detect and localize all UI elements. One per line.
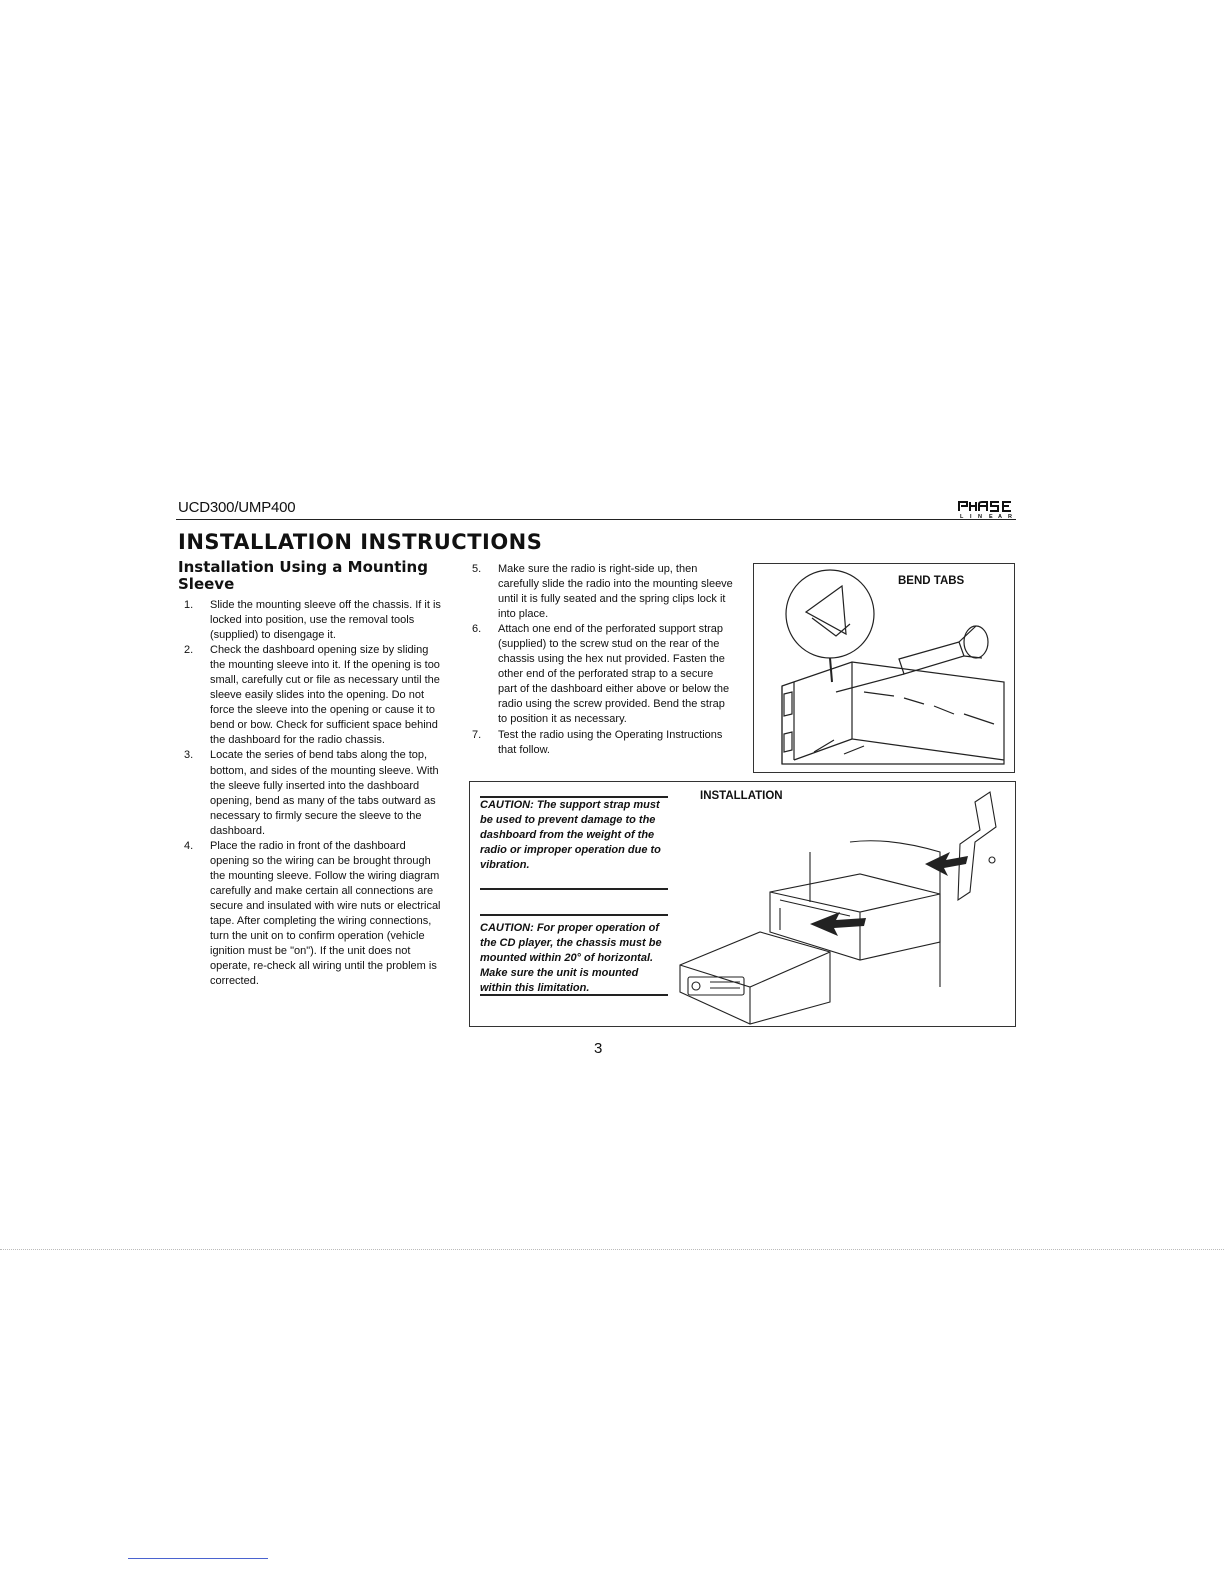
step-item bbox=[466, 622, 734, 727]
svg-text:E: E bbox=[989, 514, 993, 519]
step-item bbox=[178, 598, 444, 643]
step-text: Make sure the radio is right-side up, then carefully slide the radio into the mounting sleeve until it is fully seated and the spring clips lock it into place. bbox=[498, 563, 733, 621]
svg-text:A: A bbox=[998, 514, 1002, 519]
caution-rule-top bbox=[480, 914, 668, 916]
svg-text:R: R bbox=[1008, 514, 1012, 519]
step-text: Place the radio in front of the dashboard opening so the wiring can be brought through the mounting sleeve. Follow the wiring diagram carefully and make certain all connections are secure and insulated with wire nuts or electrical tape. After completing the wiring connections, turn the unit on to confirm operation (vehicle ignition must be "on"). If the unit does not operate, re-check all wiring until the problem is corrected. bbox=[210, 839, 441, 988]
step-number: 2. bbox=[184, 644, 194, 657]
installation-label: INSTALLATION bbox=[700, 790, 783, 802]
step-number: 5. bbox=[472, 563, 482, 575]
step-item bbox=[178, 643, 444, 748]
bend-tabs-label: BEND TABS bbox=[898, 575, 965, 587]
scan-edge-line bbox=[0, 1249, 1224, 1250]
caution-rule-bottom bbox=[480, 888, 668, 890]
step-number: 3. bbox=[184, 749, 194, 762]
steps-list-right bbox=[466, 562, 734, 758]
caution-horizontal-mount: CAUTION: For proper operation of the CD player, the chassis must be mounted within 20° of horizontal. Make sure the unit is mounted within this limitation. bbox=[480, 922, 662, 994]
page-title: INSTALLATION INSTRUCTIONS bbox=[178, 530, 543, 554]
svg-text:L: L bbox=[960, 514, 964, 519]
svg-text:I: I bbox=[970, 514, 972, 519]
section-heading: Installation Using a Mounting Sleeve bbox=[178, 558, 428, 593]
step-text: Attach one end of the perforated support strap (supplied) to the screw stud on the rear of the chassis using the hex nut provided. Fasten the other end of the perforated strap to a secure part of the dashboard either above or below the radio using the screw provided. Bend the strap to position it as necessary. bbox=[498, 623, 730, 726]
step-text: Locate the series of bend tabs along the top, bottom, and sides of the mounting sleeve. With the sleeve fully inserted into the dashboard opening, bend as many of the tabs outward as necessary to firmly secure the sleeve to the dashboard. bbox=[210, 749, 439, 837]
bend-tabs-figure bbox=[753, 563, 1015, 773]
svg-text:N: N bbox=[978, 514, 982, 519]
step-text: Slide the mounting sleeve off the chassis. If it is locked into position, use the removal tools (supplied) to disengage it. bbox=[210, 599, 441, 642]
scan-blue-line bbox=[128, 1558, 268, 1559]
step-number: 6. bbox=[472, 623, 482, 636]
document-model: UCD300/UMP400 bbox=[178, 499, 296, 516]
caution-rule-bottom bbox=[480, 994, 668, 996]
step-item bbox=[178, 839, 444, 989]
step-number: 4. bbox=[184, 839, 194, 852]
step-item bbox=[466, 728, 734, 758]
bend-tabs-illustration bbox=[754, 564, 1013, 771]
step-item bbox=[466, 562, 734, 622]
step-item bbox=[178, 748, 444, 838]
steps-list-left bbox=[178, 598, 444, 989]
phase-linear-logo bbox=[958, 501, 1016, 519]
step-text: Test the radio using the Operating Instructions that follow. bbox=[498, 728, 723, 756]
page-number: 3 bbox=[594, 1040, 603, 1057]
step-number: 7. bbox=[472, 728, 482, 741]
caution-support-strap: CAUTION: The support strap must be used to prevent damage to the dashboard from the weight of the radio or improper operation due to vibration. bbox=[480, 799, 661, 871]
step-text: Check the dashboard opening size by sliding the mounting sleeve into it. If the opening is too small, carefully cut or file as necessary until the sleeve easily slides into the opening. Do not force the sleeve into the opening or cause it to bend or bow. Check for sufficient space behind the dashboard for the radio chassis. bbox=[210, 644, 440, 747]
step-number: 1. bbox=[184, 599, 194, 611]
header-rule bbox=[176, 519, 1016, 520]
